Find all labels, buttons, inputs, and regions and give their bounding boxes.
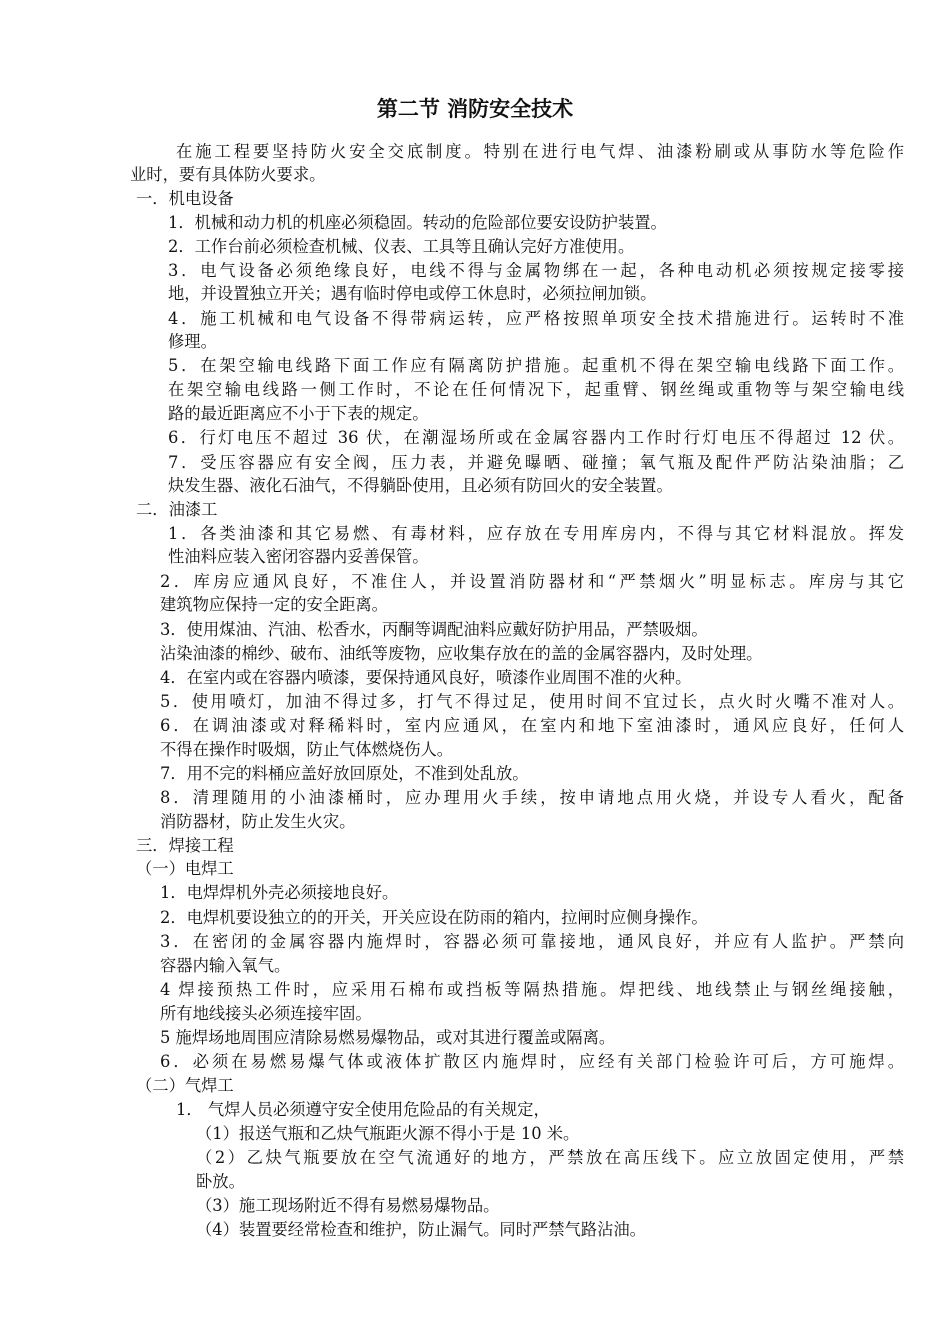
section-title: 第二节 消防安全技术 — [376, 97, 574, 121]
text-line: 在施工程要坚持防火安全交底制度。特别在进行电气焊、油漆粉刷或从事防水等危险作 — [176, 142, 904, 161]
text-line: 7．用不完的料桶应盖好放回原处，不准到处乱放。 — [160, 764, 529, 783]
text-line: 建筑物应保持一定的安全距离。 — [160, 595, 388, 614]
text-line: 一．机电设备 — [136, 189, 234, 208]
text-line: 8．清理随用的小油漆桶时，应办理用火手续，按申请地点用火烧，并设专人看火，配备 — [160, 788, 904, 807]
text-line: 3．使用煤油、汽油、松香水，丙酮等调配油料应戴好防护用品，严禁吸烟。 — [160, 620, 708, 639]
text-line: 消防器材，防止发生火灾。 — [160, 812, 356, 831]
text-line: 4．施工机械和电气设备不得带病运转，应严格按照单项安全技术措施进行。运转时不准 — [168, 309, 904, 328]
text-line: 性油料应装入密闭容器内妥善保管。 — [168, 547, 429, 566]
text-line: 2．库房应通风良好，不准住人，并设置消防器材和“严禁烟火”明显标志。库房与其它 — [160, 572, 904, 591]
text-line: 2．工作台前必须检查机械、仪表、工具等且确认完好方准使用。 — [168, 237, 635, 256]
text-line: 2．电焊机要设独立的的开关，开关应设在防雨的箱内，拉闸时应侧身操作。 — [160, 908, 708, 927]
text-line: 3．电气设备必须绝缘良好，电线不得与金属物绑在一起，各种电动机必须按规定接零接 — [168, 261, 904, 280]
text-line: 路的最近距离应不小于下表的规定。 — [168, 404, 429, 423]
text-line: 沾染油漆的棉纱、破布、油纸等废物，应收集存放在的盖的金属容器内，及时处理。 — [160, 644, 763, 663]
text-line: 6．必须在易燃易爆气体或液体扩散区内施焊时，应经有关部门检验许可后，方可施焊。 — [160, 1052, 904, 1071]
text-line: 6．行灯电压不超过 36 伏，在潮湿场所或在金属容器内工作时行灯电压不得超过 12 伏。 — [168, 428, 904, 447]
text-line: （1）报送气瓶和乙炔气瓶距火源不得小于是 10 米。 — [196, 1124, 580, 1143]
text-line: 二．油漆工 — [136, 500, 218, 519]
text-line: 卧放。 — [196, 1172, 245, 1191]
text-line: （一）电焊工 — [136, 859, 234, 878]
text-line: 炔发生器、液化石油气，不得躺卧使用，且必须有防回火的安全装置。 — [168, 476, 673, 495]
text-line: 1． 气焊人员必须遵守安全使用危险品的有关规定， — [176, 1100, 550, 1119]
text-line: 1．机械和动力机的机座必须稳固。转动的危险部位要安设防护装置。 — [168, 213, 667, 232]
text-line: 4 焊接预热工件时，应采用石棉布或挡板等隔热措施。焊把线、地线禁止与钢丝绳接触， — [160, 980, 904, 999]
text-line: 7．受压容器应有安全阀，压力表，并避免曝晒、碰撞；氧气瓶及配件严防沾染油脂；乙 — [168, 453, 904, 472]
text-line: 5．使用喷灯，加油不得过多，打气不得过足，使用时间不宜过长，点火时火嘴不准对人。 — [160, 692, 904, 711]
text-line: 5 施焊场地周围应清除易燃易爆物品，或对其进行覆盖或隔离。 — [160, 1028, 616, 1047]
text-line: 4．在室内或在容器内喷漆，要保持通风良好，喷漆作业周围不准的火种。 — [160, 668, 692, 687]
text-line: （二）气焊工 — [136, 1076, 234, 1095]
text-line: 三．焊接工程 — [136, 836, 234, 855]
text-line: 6．在调油漆或对释稀料时，室内应通风，在室内和地下室油漆时，通风应良好，任何人 — [160, 716, 904, 735]
text-line: 在架空输电线路一侧工作时，不论在任何情况下，起重臂、钢丝绳或重物等与架空输电线 — [168, 380, 904, 399]
text-line: （3）施工现场附近不得有易燃易爆物品。 — [196, 1196, 500, 1215]
text-line: 所有地线接头必须连接牢固。 — [160, 1004, 372, 1023]
text-line: 5．在架空输电线路下面工作应有隔离防护措施。起重机不得在架空输电线路下面工作。 — [168, 356, 904, 375]
text-line: 业时，要有具体防火要求。 — [130, 165, 326, 184]
text-line: 不得在操作时吸烟，防止气体燃烧伤人。 — [160, 740, 454, 759]
text-line: 1．电焊焊机外壳必须接地良好。 — [160, 883, 399, 902]
text-line: 容器内输入氧气。 — [160, 956, 291, 975]
text-line: （2）乙炔气瓶要放在空气流通好的地方，严禁放在高压线下。应立放固定使用，严禁 — [196, 1148, 904, 1167]
text-line: （4）装置要经常检查和维护，防止漏气。同时严禁气路沾油。 — [196, 1220, 646, 1239]
text-line: 1．各类油漆和其它易燃、有毒材料，应存放在专用库房内，不得与其它材料混放。挥发 — [168, 524, 904, 543]
text-line: 修理。 — [168, 332, 217, 351]
text-line: 3．在密闭的金属容器内施焊时，容器必须可靠接地，通风良好，并应有人监护。严禁向 — [160, 932, 904, 951]
text-line: 地，并设置独立开关；遇有临时停电或停工休息时，必须拉闸加锁。 — [168, 284, 657, 303]
